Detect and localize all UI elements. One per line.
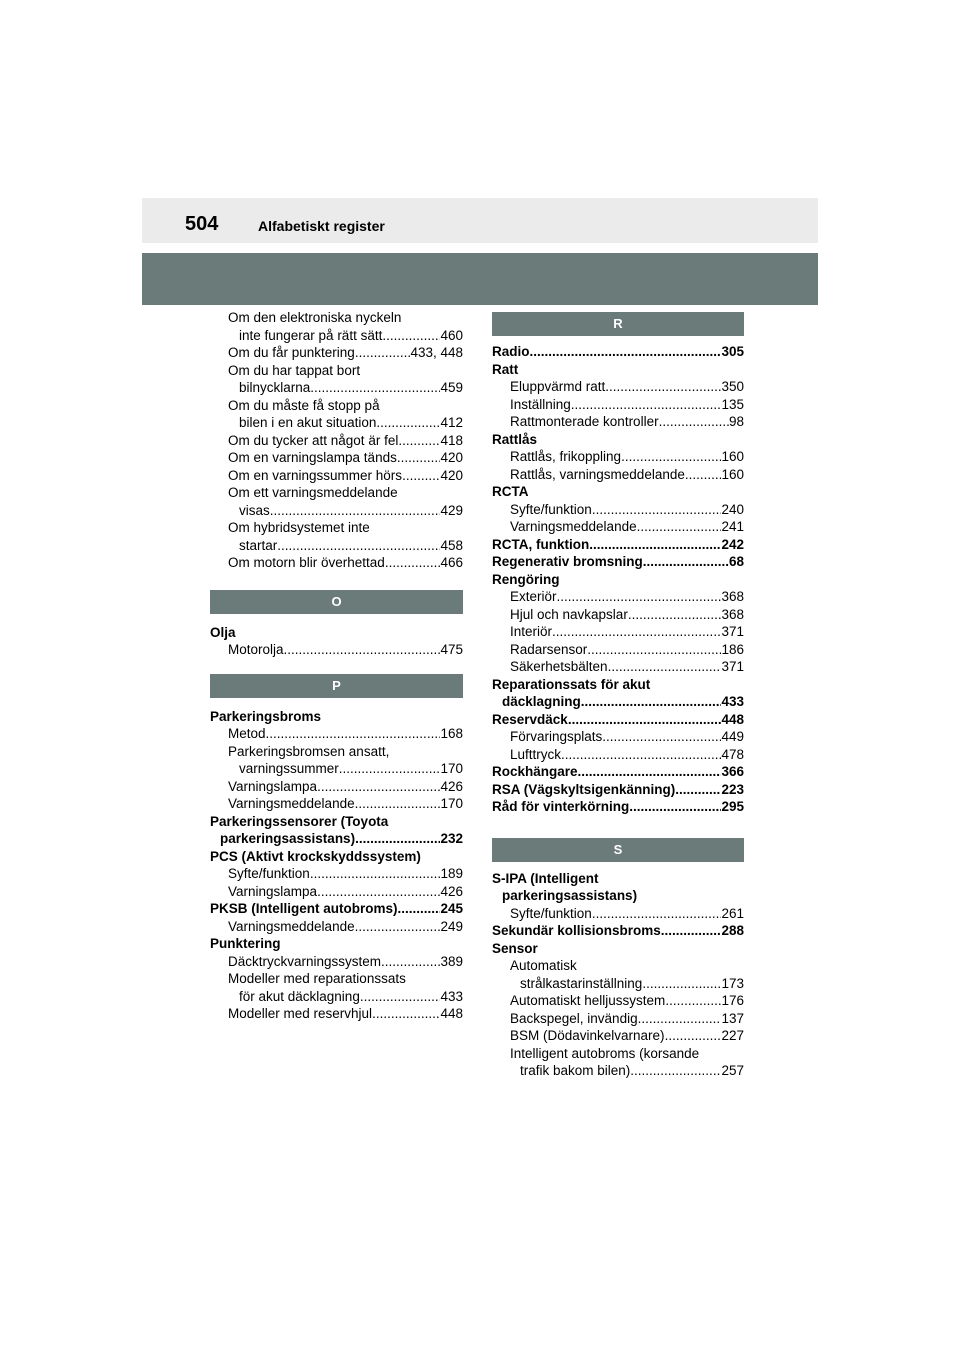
header-bar <box>142 198 818 243</box>
index-entry: Radarsensor ..... 186 <box>492 641 744 659</box>
index-entry: Reservdäck ..... 448 <box>492 711 744 729</box>
index-entry: Om du måste få stopp på <box>228 397 380 413</box>
right-column <box>492 309 744 1080</box>
index-entry: Rattlås, varningsmeddelande ..... 160 <box>492 466 744 484</box>
index-entry: Säkerhetsbälten ..... 371 <box>492 658 744 676</box>
index-entry: Motorolja ..... 475 <box>210 641 463 659</box>
index-entry: Interiör ..... 371 <box>492 623 744 641</box>
index-entry: Om motorn blir överhettad ..... 466 <box>210 554 463 572</box>
section-header-s: S <box>492 838 744 862</box>
index-entry: Backspegel, invändig ..... 137 <box>492 1010 744 1028</box>
index-entry: Metod ..... 168 <box>210 725 463 743</box>
index-entry: Varningsmeddelande ..... 249 <box>210 918 463 936</box>
index-entry: Om ett varningsmeddelande <box>228 485 398 500</box>
index-entry: BSM (Dödavinkelvarnare) ..... 227 <box>492 1027 744 1045</box>
index-entry: Modeller med reservhjul ..... 448 <box>210 1005 463 1023</box>
index-entry: parkeringsassistans) ..... 232 <box>210 830 463 848</box>
index-entry: Sensor <box>492 940 538 956</box>
index-entry: Exteriör ..... 368 <box>492 588 744 606</box>
section-header-p: P <box>210 674 463 698</box>
index-entry: Parkeringssensorer (Toyota <box>210 813 389 829</box>
index-entry: Om den elektroniska nyckeln <box>228 310 402 325</box>
index-entry: Inställning ..... 135 <box>492 396 744 414</box>
index-entry: S-IPA (Intelligent <box>492 870 599 886</box>
index-entry: Punktering <box>210 936 281 951</box>
index-entry: Varningsmeddelande ..... 241 <box>492 518 744 536</box>
header-band <box>142 253 818 305</box>
index-entry: Reparationssats för akut <box>492 676 651 692</box>
section-header-r: R <box>492 312 744 336</box>
index-entry: Rattmonterade kontroller ..... 98 <box>492 413 744 431</box>
index-entry: Förvaringsplats ..... 449 <box>492 728 744 746</box>
index-entry: trafik bakom bilen) ..... 257 <box>492 1062 744 1080</box>
index-entry: Varningslampa ..... 426 <box>210 883 463 901</box>
index-entry: PCS (Aktivt krockskyddssystem) <box>210 848 421 864</box>
index-entry: Radio ..... 305 <box>492 343 744 361</box>
left-column <box>210 309 463 1023</box>
index-entry: Om en varningslampa tänds ..... 420 <box>210 449 463 467</box>
index-entry: Om du tycker att något är fel ..... 418 <box>210 432 463 450</box>
index-entry: Eluppvärmd ratt ..... 350 <box>492 378 744 396</box>
index-entry: Lufttryck ..... 478 <box>492 746 744 764</box>
index-entry: Syfte/funktion ..... 261 <box>492 905 744 923</box>
index-entry: RCTA <box>492 484 529 499</box>
index-entry: Råd för vinterkörning ..... 295 <box>492 798 744 816</box>
index-entry: bilen i en akut situation ..... 412 <box>210 414 463 432</box>
index-entry: Syfte/funktion ..... 240 <box>492 501 744 519</box>
index-entry: Rockhängare ..... 366 <box>492 763 744 781</box>
index-entry: däcklagning ..... 433 <box>492 693 744 711</box>
index-entry: Rattlås, frikoppling ..... 160 <box>492 448 744 466</box>
index-entry: strålkastarinställning ..... 173 <box>492 975 744 993</box>
index-entry: Varningsmeddelande ..... 170 <box>210 795 463 813</box>
page-title: Alfabetiskt register <box>258 218 385 234</box>
index-entry: Däcktryckvarningssystem ..... 389 <box>210 953 463 971</box>
index-entry: Om du har tappat bort <box>228 362 361 378</box>
index-entry: Rengöring <box>492 571 560 587</box>
index-entry: parkeringsassistans) <box>502 888 638 903</box>
index-entry: Parkeringsbroms <box>210 708 322 724</box>
index-entry: Olja <box>210 624 236 640</box>
index-entry: för akut däcklagning ..... 433 <box>210 988 463 1006</box>
index-entry: Regenerativ bromsning ..... 68 <box>492 553 744 571</box>
page-number: 504 <box>185 213 219 235</box>
index-entry: PKSB (Intelligent autobroms) ..... 245 <box>210 900 463 918</box>
index-entry: Automatiskt helljussystem ..... 176 <box>492 992 744 1010</box>
index-entry: RCTA, funktion ..... 242 <box>492 536 744 554</box>
index-entry: Parkeringsbromsen ansatt, <box>228 743 390 759</box>
index-entry: Om hybridsystemet inte <box>228 520 370 535</box>
index-entry: Syfte/funktion ..... 189 <box>210 865 463 883</box>
index-entry: Ratt <box>492 361 519 377</box>
index-entry: Om du får punktering ..... 433, 448 <box>210 344 463 362</box>
index-entry: RSA (Vägskyltsigenkänning) ..... 223 <box>492 781 744 799</box>
index-entry: Rattlås <box>492 431 538 447</box>
index-entry: Om en varningssummer hörs ..... 420 <box>210 467 463 485</box>
index-entry: bilnycklarna ..... 459 <box>210 379 463 397</box>
index-entry: Hjul och navkapslar ..... 368 <box>492 606 744 624</box>
index-entry: Intelligent autobroms (korsande <box>510 1045 700 1061</box>
index-entry: inte fungerar på rätt sätt ..... 460 <box>210 327 463 345</box>
index-entry: Varningslampa ..... 426 <box>210 778 463 796</box>
index-entry: Sekundär kollisionsbroms ..... 288 <box>492 922 744 940</box>
index-entry: Modeller med reparationssats <box>228 971 406 986</box>
section-header-o: O <box>210 590 463 614</box>
index-entry: varningssummer ..... 170 <box>210 760 463 778</box>
index-entry: Automatisk <box>510 958 577 973</box>
index-entry: startar ..... 458 <box>210 537 463 555</box>
index-entry: visas ..... 429 <box>210 502 463 520</box>
